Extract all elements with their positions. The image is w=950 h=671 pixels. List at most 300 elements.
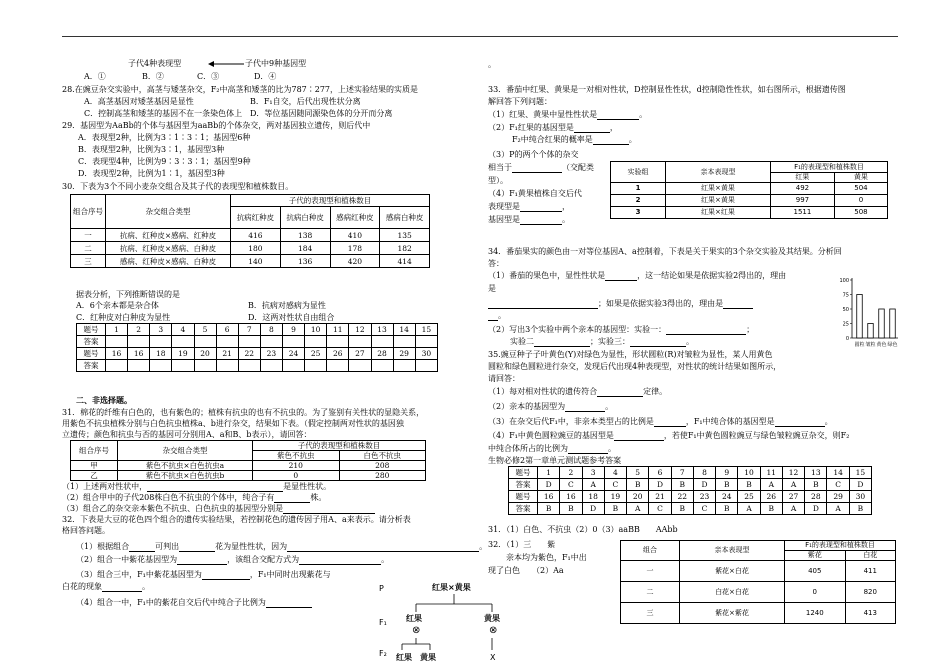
q31-cell: 紫色不抗虫×白色抗虫a — [118, 461, 253, 471]
q32-s2-end: ，该组合交配方式为 — [227, 555, 300, 564]
q33-cell: 504 — [834, 183, 887, 195]
grid-cell: 26 — [327, 348, 349, 360]
chart-y-tick-label: 25 — [842, 321, 849, 328]
q33-col-header: 黄果 — [834, 173, 887, 183]
answer-cell: B — [627, 479, 649, 491]
answer-slot[interactable] — [371, 360, 393, 372]
answer-slot[interactable] — [415, 336, 437, 348]
answer-slot[interactable] — [150, 336, 172, 348]
q33-cell: 508 — [834, 207, 887, 219]
q29-stem: 29．基因型为AaBb的个体与基因型为aaBb的个体杂交，两对基因独立遗传，则后代中 — [62, 121, 371, 130]
t32-header-offspring: F₁的表现型和植株数目 — [785, 541, 896, 551]
pedigree-lines — [392, 590, 512, 654]
q33-cell: 997 — [771, 195, 835, 207]
q33-cell: 2 — [611, 195, 666, 207]
self-cross-icon: ⊗ — [412, 625, 421, 636]
answer-slot[interactable] — [106, 336, 128, 348]
answer-cell: B — [604, 503, 626, 515]
answer-blank[interactable] — [630, 346, 686, 347]
answer-slot[interactable] — [415, 360, 437, 372]
grid-cell: 18 — [150, 348, 172, 360]
t32-col-header: 白花 — [845, 551, 895, 561]
grid-cell: 5 — [627, 467, 649, 479]
grid-cell: 3 — [582, 467, 604, 479]
q34-s2: （2）写出3个实验中两个亲本的基因型：实验一： — [488, 325, 667, 334]
q33-line: 解回答下列问题： — [488, 97, 552, 106]
answer-blank[interactable] — [597, 396, 643, 397]
table-row — [77, 360, 438, 372]
grid-cell: 21 — [649, 491, 671, 503]
table-row — [71, 255, 430, 268]
q30-cell: 140 — [231, 255, 281, 268]
q35-s4b: ，若使F₁中黄色圆粒豌豆与绿色皱粒豌豆杂交，则F₂ — [663, 431, 850, 440]
answer-blank[interactable] — [287, 551, 479, 552]
q30-option-d: D．这两对性状自由组合 — [248, 313, 335, 322]
top-rule — [62, 36, 898, 37]
grid-cell: 16 — [560, 491, 582, 503]
grid-cell: 6 — [216, 324, 238, 336]
answer-cell: B — [805, 479, 827, 491]
grid-cell: 7 — [671, 467, 693, 479]
grid-cell: 23 — [260, 348, 282, 360]
answer-32-table — [620, 540, 896, 624]
q35-s1b: 定律。 — [643, 387, 668, 396]
grid-cell: 11 — [327, 324, 349, 336]
t32-cell: 411 — [845, 561, 895, 582]
top-option-d: D．④ — [254, 72, 277, 81]
q33-line: 33．番茄中红果、黄果是一对相对性状，D控制显性性状，d控制隐性性状，如右图所示，根据遗传图 — [488, 85, 846, 94]
q33-cell: 红果×红果 — [666, 207, 771, 219]
answer-cell: D — [849, 479, 871, 491]
chart-y-tick-label: 0 — [845, 336, 849, 342]
table-row — [71, 461, 426, 471]
pedigree-x-mark: X — [490, 653, 496, 662]
grid-cell: 2 — [560, 467, 582, 479]
t32-cell: 一 — [621, 561, 680, 582]
grid-cell: 9 — [283, 324, 305, 336]
top-option-b: B．② — [142, 72, 164, 81]
q29-option-c: C．表现型4种，比例为9∶3∶3∶1；基因型9种 — [78, 157, 251, 166]
q33-s4: （4）F₁黄果植株自交后代 — [488, 189, 582, 198]
answer-slot[interactable] — [327, 360, 349, 372]
answer-slot[interactable] — [305, 336, 327, 348]
t32-cell: 405 — [785, 561, 846, 582]
q32-line: 格回答问题。 — [62, 526, 110, 535]
table-row — [509, 479, 872, 491]
q31-s2: （2）组合甲中的子代208株白色不抗虫的个体中，纯合子有 — [62, 493, 275, 502]
answer-cell: B — [560, 503, 582, 515]
answer-slot[interactable] — [393, 336, 415, 348]
q31-cell: 280 — [339, 471, 426, 481]
q31-cell: 210 — [253, 461, 340, 471]
answer-blank[interactable] — [723, 308, 753, 309]
grid-cell: 26 — [760, 491, 782, 503]
grid-cell: 29 — [393, 348, 415, 360]
t32-cell: 紫花×紫花 — [680, 603, 785, 624]
t32-header-cross: 亲本表现型 — [680, 541, 785, 561]
answer-slot[interactable] — [128, 360, 150, 372]
answer-blank[interactable] — [488, 308, 598, 309]
grid-label: 题号 — [77, 324, 106, 336]
q30-cell: 414 — [380, 255, 430, 268]
answer-blank[interactable] — [614, 440, 664, 441]
answer-slot[interactable] — [238, 360, 260, 372]
q35-s4: （4）F₁中黄色圆粒豌豆的基因型是 — [488, 431, 614, 440]
q33-header-cross: 亲本表现型 — [666, 162, 771, 183]
grid-cell: 12 — [782, 467, 804, 479]
q33-s4c: ， — [562, 202, 570, 211]
q33-table — [610, 161, 888, 219]
q33-s2: （2）F₁红果的基因型是 — [488, 123, 574, 132]
q28-stem: 28.在豌豆杂交实验中，高茎与矮茎杂交，F₂中高茎和矮茎的比为787∶277，上述实验结果的实质是 — [62, 85, 419, 94]
q32-s3-end: ，F₁中同时出现紫花与 — [249, 570, 331, 579]
pedigree-f2-yellow: 黄果 — [420, 653, 436, 662]
q31-col-header: 紫色不抗虫 — [253, 451, 340, 461]
q30-cell: 180 — [231, 242, 281, 255]
q31-line: 31．棉花的纤维有白色的，也有紫色的；植株有抗虫的也有不抗虫的。为了鉴别有关性状的显隐关系， — [62, 408, 425, 417]
q35-line: 圆粒和绿色圆粒进行杂交，发现后代出现4种表现型，对性状的统计结果如图所示， — [488, 362, 782, 371]
q30-col-header: 抗病红种皮 — [231, 207, 281, 229]
answer-blank[interactable] — [266, 607, 312, 608]
q35-s3b: ，F₁中纯合体的基因型是 — [685, 417, 775, 426]
answer-blank[interactable] — [299, 564, 381, 565]
t32-cell: 紫花×白花 — [680, 561, 785, 582]
t32-cell: 二 — [621, 582, 680, 603]
grid-label: 答案 — [509, 503, 538, 515]
grid-cell: 24 — [283, 348, 305, 360]
answer-slot[interactable] — [283, 336, 305, 348]
answer-cell: D — [693, 479, 715, 491]
grid-cell: 25 — [305, 348, 327, 360]
t32-col-header: 紫花 — [785, 551, 846, 561]
answer-slot[interactable] — [349, 336, 371, 348]
q29-option-b: B．表现型2种，比例为3∶1，基因型3种 — [78, 145, 225, 154]
grid-cell: 2 — [128, 324, 150, 336]
grid-cell: 27 — [782, 491, 804, 503]
q32-s3-cont: 白花的现象 — [62, 582, 102, 591]
answer-cell: B — [716, 479, 738, 491]
t32-cell: 白花×白花 — [680, 582, 785, 603]
q32-s4: （4）组合一中，F₁中的紫花自交后代中纯合子比例为 — [76, 598, 266, 607]
grid-cell: 30 — [849, 491, 871, 503]
grid-cell: 22 — [238, 348, 260, 360]
q30-table — [70, 194, 430, 268]
q33-cell: 0 — [834, 195, 887, 207]
pedigree-f2-label: F₂ — [379, 649, 387, 658]
grid-cell: 16 — [128, 348, 150, 360]
grid-label: 题号 — [77, 348, 106, 360]
grid-cell: 5 — [194, 324, 216, 336]
grid-cell: 8 — [260, 324, 282, 336]
answer-cell: A — [782, 503, 804, 515]
answer-cell: A — [627, 503, 649, 515]
answer-blank[interactable] — [102, 591, 142, 592]
grid-cell: 3 — [150, 324, 172, 336]
grid-cell: 20 — [627, 491, 649, 503]
grid-cell: 14 — [393, 324, 415, 336]
q30-header-cross: 杂交组合类型 — [106, 195, 231, 229]
q35-s4c: 中纯合体所占的比例为 — [488, 444, 568, 453]
chart-bar — [890, 309, 896, 338]
q34-s2b: 实验二 — [510, 337, 534, 346]
grid-cell: 27 — [349, 348, 371, 360]
top-label-left: 子代4种表现型 — [128, 59, 182, 68]
self-cross-icon: ⊗ — [489, 625, 498, 636]
answer-cell: C — [649, 503, 671, 515]
answer-cell: C — [604, 479, 626, 491]
q34-s1c: 是 — [488, 284, 496, 293]
answer-cell: C — [693, 503, 715, 515]
answer-cell: A — [738, 503, 760, 515]
t32-header-group: 组合 — [621, 541, 680, 561]
q31-s3: （3）组合乙的杂交亲本紫色不抗虫、白色抗虫的基因型分别是 — [62, 504, 284, 513]
q35-line: 35.豌豆种子子叶黄色(Y)对绿色为显性，形状圆粒(R)对皱粒为显性，某人用黄色 — [488, 350, 773, 359]
answer-slot[interactable] — [194, 336, 216, 348]
q32-s1-end: 花为显性性状，因为 — [215, 542, 288, 551]
table-row — [611, 207, 888, 219]
answer-slot[interactable] — [150, 360, 172, 372]
answer-blank[interactable] — [597, 119, 639, 120]
q33-s2b: F₂中纯合红果的概率是 — [512, 135, 593, 144]
pedigree-f1-yellow: 黄果 — [484, 614, 500, 623]
grid-cell: 13 — [371, 324, 393, 336]
q30-cell: 一 — [71, 229, 106, 242]
answer-blank[interactable] — [605, 280, 637, 281]
q30-header-group: 组合序号 — [71, 195, 106, 229]
answer-slot[interactable] — [393, 360, 415, 372]
q31-line: 用紫色不抗虫植株分别与白色抗虫植株a、b进行杂交，结果如下表。（假定控制两对性状的基因独 — [62, 419, 404, 428]
answer-slot[interactable] — [260, 360, 282, 372]
q31-line: 立遗传；颜色和抗虫与否的基因可分别用A、a和B、b表示），请回答： — [62, 430, 312, 439]
q31-s1: （1）上述两对性状中， — [62, 482, 148, 491]
answer-slot[interactable] — [371, 336, 393, 348]
grid-cell: 4 — [172, 324, 194, 336]
q31-cell: 0 — [253, 471, 340, 481]
grid-cell: 24 — [716, 491, 738, 503]
q33-cell: 红果×黄果 — [666, 183, 771, 195]
q30-col-header: 感病白种皮 — [380, 207, 430, 229]
q32-s1: （1）根据组合 — [76, 542, 130, 551]
answer-blank[interactable] — [568, 453, 608, 454]
q33-s4b: 表现型是 — [488, 202, 520, 211]
table-row — [77, 324, 438, 336]
answer-cell: D — [582, 503, 604, 515]
q30-cell: 二 — [71, 242, 106, 255]
answer-blank[interactable] — [654, 426, 686, 427]
grid-label: 题号 — [509, 467, 538, 479]
t32-cell: 1240 — [785, 603, 846, 624]
q31-s2-end: 株。 — [310, 493, 327, 502]
q32-s1-mid: 可判出 — [155, 542, 180, 551]
grid-cell: 13 — [805, 467, 827, 479]
q30-stem: 30．下表为3个不同小麦杂交组合及其子代的表现型和植株数目。 — [62, 182, 294, 191]
answer-32-line: 亲本均为紫色，F₁中出 — [506, 553, 587, 562]
table-row — [621, 603, 896, 624]
q30-col-header: 抗病白种皮 — [280, 207, 330, 229]
table-row — [509, 491, 872, 503]
table-row — [611, 195, 888, 207]
section-heading: 二、非选择题。 — [76, 395, 132, 405]
answer-32-line: 现了白色 （2）Aa — [488, 566, 564, 575]
top-label-right: 子代中9种基因型 — [245, 59, 307, 68]
answer-slot[interactable] — [238, 336, 260, 348]
table-row — [71, 229, 430, 242]
answer-cell: C — [827, 479, 849, 491]
top-dot: 。 — [488, 60, 496, 69]
q30-option-a: A．6个亲本都是杂合体 — [76, 301, 159, 310]
answer-cell: A — [827, 503, 849, 515]
q34-s2c: ；实验三： — [590, 337, 630, 346]
q33-cell: 红果×黄果 — [666, 195, 771, 207]
answer-slot[interactable] — [260, 336, 282, 348]
answer-32-line: 32．（1）三 紫 — [488, 540, 556, 549]
t32-cell: 820 — [845, 582, 895, 603]
grid-cell: 11 — [760, 467, 782, 479]
q31-header-cross: 杂交组合类型 — [118, 441, 253, 461]
grid-cell: 9 — [716, 467, 738, 479]
answer-slot[interactable] — [128, 336, 150, 348]
q33-cell: 492 — [771, 183, 835, 195]
q35-s1: （1）每对相对性状的遗传符合 — [488, 387, 598, 396]
answer-slot[interactable] — [216, 360, 238, 372]
grid-cell: 18 — [582, 491, 604, 503]
grid-cell: 28 — [371, 348, 393, 360]
grid-cell: 10 — [305, 324, 327, 336]
q30-cell: 184 — [280, 242, 330, 255]
answer-blank[interactable] — [775, 426, 825, 427]
grid-cell: 29 — [827, 491, 849, 503]
q33-col-header: 红果 — [771, 173, 835, 183]
q30-cell: 抗病、红种皮×感病、白种皮 — [106, 242, 231, 255]
grid-label: 题号 — [509, 491, 538, 503]
q33-s4d: 基因型是 — [488, 215, 520, 224]
grid-label: 答案 — [509, 479, 538, 491]
grid-cell: 4 — [604, 467, 626, 479]
answer-cell: C — [560, 479, 582, 491]
answer-blank[interactable] — [520, 211, 562, 212]
answer-cell: D — [805, 503, 827, 515]
q29-option-a: A．表现型2种，比例为3∶1∶3∶1；基因型6种 — [78, 133, 251, 142]
answer-blank[interactable] — [520, 224, 562, 225]
chart-bar — [868, 324, 874, 339]
chart-y-tick-label: 50 — [842, 307, 849, 313]
grid-cell: 28 — [805, 491, 827, 503]
q30-cell: 136 — [280, 255, 330, 268]
grid-cell: 15 — [415, 324, 437, 336]
grid-cell: 6 — [649, 467, 671, 479]
top-option-a: A．① — [84, 72, 106, 81]
answer-cell: B — [671, 503, 693, 515]
q34-line: 34．番茄果实的颜色由一对等位基因A、a控制着，下表是关于果实的3个杂交实验及其结果。分析回 — [488, 247, 842, 256]
q33-s3d: 型）。 — [488, 176, 508, 185]
top-option-c: C．③ — [197, 72, 220, 81]
q30-option-b: B．抗病对感病为显性 — [248, 301, 326, 310]
grid-cell: 15 — [849, 467, 871, 479]
answer-slot[interactable] — [172, 336, 194, 348]
answer-blank[interactable] — [488, 320, 498, 321]
grid-cell: 30 — [415, 348, 437, 360]
table-row — [71, 242, 430, 255]
answer-blank[interactable] — [593, 144, 629, 145]
table-row — [77, 348, 438, 360]
chart-x-tick-label: 黄色 — [876, 342, 887, 348]
q28-option-a: A．高茎基因对矮茎基因是显性 — [84, 97, 194, 106]
grid-cell: 19 — [172, 348, 194, 360]
answer-slot[interactable] — [194, 360, 216, 372]
answer-blank[interactable] — [534, 346, 590, 347]
answer-slot[interactable] — [327, 336, 349, 348]
q30-cell: 420 — [330, 255, 380, 268]
reference-answer-grid — [508, 466, 872, 515]
q30-cell: 182 — [380, 242, 430, 255]
answer-blank[interactable] — [179, 551, 215, 552]
q34-s1: （1）番茄的果色中，显性性状是 — [488, 271, 606, 280]
grid-cell: 10 — [738, 467, 760, 479]
answer-slot[interactable] — [172, 360, 194, 372]
grid-cell: 19 — [604, 491, 626, 503]
answer-blank[interactable] — [202, 579, 250, 580]
answer-slot[interactable] — [106, 360, 128, 372]
answer-slot[interactable] — [283, 360, 305, 372]
grid-cell: 16 — [538, 491, 560, 503]
q31-table — [70, 440, 426, 481]
q28-option-d: D．等位基因随同源染色体的分开而分离 — [250, 109, 393, 118]
answer-slot[interactable] — [349, 360, 371, 372]
answer-blank[interactable] — [565, 411, 605, 412]
q32-s2: （2）组合一中紫花基因型为 — [76, 555, 178, 564]
q31-cell: 紫色不抗虫×白色抗虫b — [118, 471, 253, 481]
answer-blank[interactable] — [177, 564, 227, 565]
answer-slot[interactable] — [216, 336, 238, 348]
answer-cell: B — [716, 503, 738, 515]
table-row — [77, 336, 438, 348]
q30-header-offspring: 子代的表现型和植株数目 — [231, 195, 430, 207]
answer-slot[interactable] — [305, 360, 327, 372]
answers-title: 生物必修2第一章单元测试题参考答案 — [488, 456, 622, 465]
q33-s3c: （交配类 — [562, 163, 594, 172]
answer-cell: D — [538, 479, 560, 491]
grid-label: 答案 — [77, 360, 106, 372]
table-row — [71, 471, 426, 481]
grid-cell: 20 — [194, 348, 216, 360]
table-row — [621, 561, 896, 582]
q30-col-header: 感病红种皮 — [330, 207, 380, 229]
answer-grid — [76, 323, 438, 372]
answer-blank[interactable] — [666, 334, 746, 335]
chart-bar — [857, 295, 863, 339]
q33-s3b: 相当于 — [488, 163, 512, 172]
answer-blank[interactable] — [129, 551, 155, 552]
q33-cell: 1511 — [771, 207, 835, 219]
table-row — [621, 582, 896, 603]
q31-header-offspring: 子代的表现型和植株数目 — [253, 441, 426, 451]
answer-cell: B — [738, 479, 760, 491]
answer-cell: A — [760, 479, 782, 491]
t32-cell: 三 — [621, 603, 680, 624]
answer-blank[interactable] — [512, 172, 562, 173]
grid-cell: 14 — [827, 467, 849, 479]
grid-cell: 23 — [693, 491, 715, 503]
q32-line: 32．下表是大豆的花色四个组合的遗传实验结果，若控制花色的遗传因子用A、a来表示。请分析表 — [62, 515, 411, 524]
q34-line: 答： — [488, 259, 504, 268]
q30-option-c: C．红种皮对白种皮为显性 — [76, 313, 171, 322]
q30-cell: 138 — [280, 229, 330, 242]
grid-cell: 25 — [738, 491, 760, 503]
answer-blank[interactable] — [574, 132, 610, 133]
q28-option-c: C．控制高茎和矮茎的基因不在一条染色体上 — [84, 109, 243, 118]
pedigree-f1-label: F₁ — [379, 618, 387, 627]
q31-cell: 208 — [339, 461, 426, 471]
